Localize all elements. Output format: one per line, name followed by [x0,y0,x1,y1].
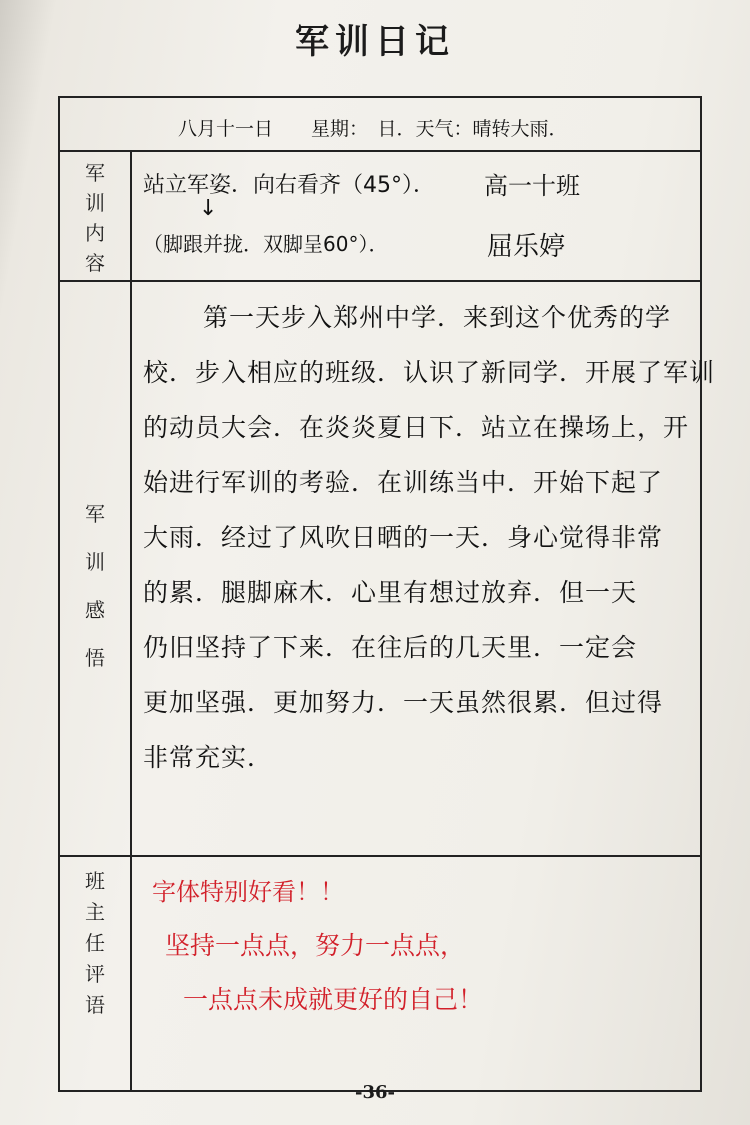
reflection-line: 更加坚强．更加努力．一天虽然很累．但过得 [143,688,664,717]
down-arrow-icon: ↓ [199,196,218,221]
teacher-comment-line: 一点点未成就更好的自己！ [183,985,484,1014]
student-name: 屈乐婷 [487,232,566,262]
label-text: 军训内容 [85,161,105,275]
training-content-line-2: （脚跟并拢．双脚呈60°）． [143,232,389,256]
label-training-content [77,158,113,278]
reflection-line: 仍旧坚持了下来．在往后的几天里．一定会 [143,633,638,662]
reflection-line: 校．步入相应的班级．认识了新同学．开展了军训 [143,358,716,387]
training-content-line-1: 站立军姿．向右看齐（45°）． [143,173,435,198]
label-text: 班主任评语 [85,869,105,1017]
reflection-line: 的累．腿脚麻木．心里有想过放弃．但一天 [143,578,638,607]
date-weather-line: 八月十一日 星期： 日．天气：晴转大雨． [178,118,568,140]
reflection-line: 第一天步入郑州中学．来到这个优秀的学 [203,303,672,332]
label-column-divider [130,150,132,1092]
reflection-line: 大雨．经过了风吹日晒的一天．身心觉得非常 [143,523,664,552]
page-title: 军训日记 [295,22,455,62]
label-text: 军训感悟 [85,502,105,670]
label-training-reflection [77,490,113,682]
page-number: -36- [355,1082,395,1103]
reflection-line: 的动员大会．在炎炎夏日下．站立在操场上，开 [143,413,690,442]
row-divider-header [58,150,702,152]
label-teacher-comment [77,866,113,1021]
class-name: 高一十班 [484,172,580,200]
reflection-line: 始进行军训的考验．在训练当中．开始下起了 [143,468,664,497]
reflection-line: 非常充实． [143,743,274,772]
teacher-comment-line: 坚持一点点，努力一点点， [165,931,466,960]
row-divider-content [58,280,702,282]
teacher-comment-line: 字体特别好看！！ [152,878,344,906]
row-divider-reflection [58,855,702,857]
